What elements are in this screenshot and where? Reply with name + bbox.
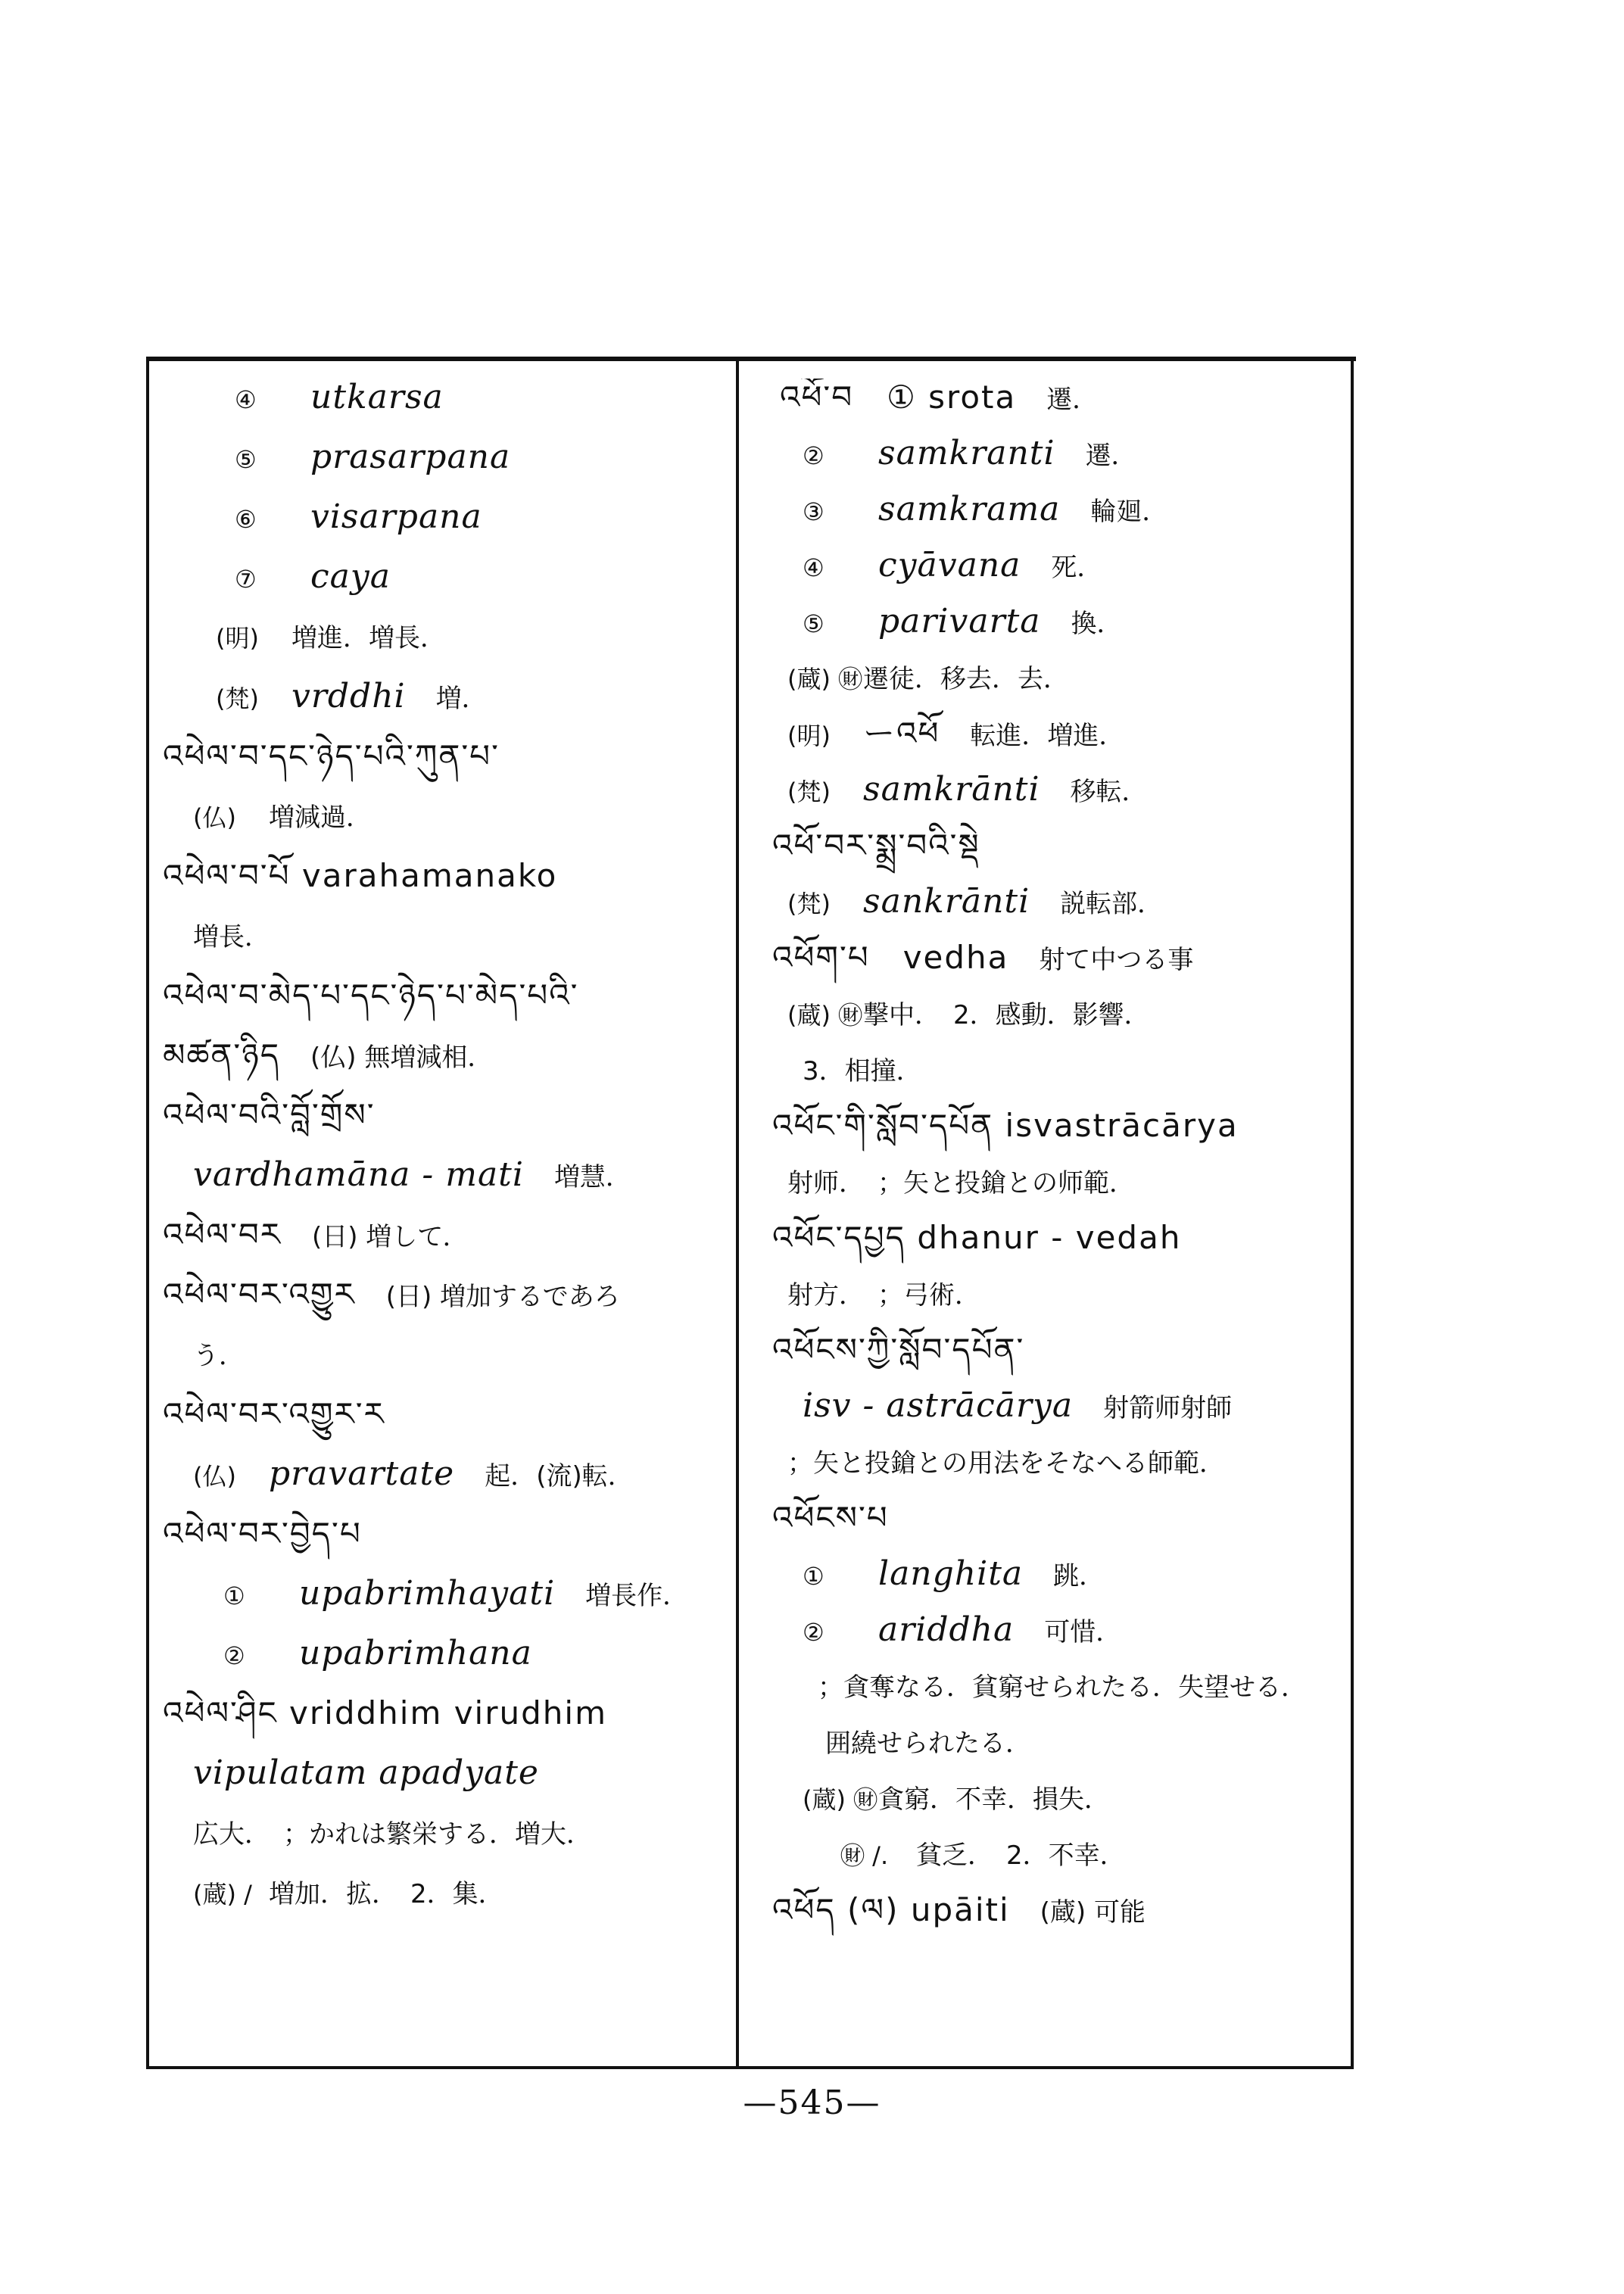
entry-line bbox=[803, 1611, 1152, 1651]
entry-gloss: 射师． ；矢と投鎗との师範． bbox=[787, 1168, 1135, 1198]
entry-gloss: 遷． bbox=[1085, 441, 1137, 471]
entry-mark: (蔵) / bbox=[193, 1880, 252, 1909]
entry-line bbox=[163, 1216, 499, 1256]
entry-gloss: ；矢と投鎗との用法をそなへる師範． bbox=[787, 1448, 1225, 1479]
entry-mark: ② bbox=[803, 441, 824, 470]
entry-gloss: う． bbox=[193, 1341, 245, 1371]
entry-gloss: 増長． bbox=[193, 922, 270, 952]
entry-text: འཕེལ་བའི་བློ་གྲོས་ bbox=[163, 1096, 376, 1133]
entry-text: vrddhi bbox=[291, 677, 406, 715]
entry-gloss: 貪窮．不幸．損失． bbox=[878, 1784, 1110, 1815]
entry-line bbox=[193, 917, 301, 956]
entry-text: pravartate bbox=[269, 1454, 455, 1493]
entry-gloss: 射箭师射師 bbox=[1103, 1393, 1233, 1423]
entry-mark: (明) bbox=[787, 722, 831, 750]
entry-mark: ② bbox=[803, 1618, 824, 1647]
left-column bbox=[163, 379, 727, 2059]
entry-mark: (梵) bbox=[216, 684, 259, 713]
entry-text: isv - astrācārya bbox=[803, 1386, 1074, 1425]
entry-line bbox=[235, 558, 421, 598]
entry-gloss: 遷徒．移去．去． bbox=[863, 664, 1069, 694]
entry-gloss: 転進．増進． bbox=[970, 721, 1125, 751]
entry-text: visarpana bbox=[310, 497, 482, 536]
entry-line bbox=[772, 827, 1011, 865]
entry-text: འཕོང་གི་སློབ་དཔོན isvastrācārya bbox=[772, 1107, 1239, 1144]
entry-text: འཕེལ་བ་པོ varahamanako bbox=[163, 857, 558, 894]
entry-text: caya bbox=[310, 557, 391, 596]
entry-text: འཕེལ་བར་འགྱུར bbox=[163, 1276, 356, 1313]
entry-line bbox=[193, 1754, 569, 1793]
entry-text: samkrama bbox=[878, 490, 1061, 528]
entry-line bbox=[163, 977, 609, 1015]
entry-mark: ④ bbox=[803, 553, 824, 582]
entry-line bbox=[163, 737, 530, 776]
right-column bbox=[757, 379, 1348, 2059]
entry-mark: ③ bbox=[803, 497, 824, 526]
entry-line bbox=[193, 1814, 622, 1853]
entry-line bbox=[216, 618, 476, 657]
entry-line bbox=[235, 379, 474, 419]
entry-text: མཚན་ཉིད bbox=[163, 1036, 281, 1074]
entry-line bbox=[818, 1667, 1337, 1706]
entry-line bbox=[772, 1891, 1176, 1931]
entry-gloss: 射て中つる事 bbox=[1039, 945, 1194, 975]
entry-line bbox=[193, 1874, 535, 1913]
entry-line bbox=[787, 1275, 1011, 1314]
entry-mark: (明) bbox=[216, 624, 259, 653]
entry-text: samkranti bbox=[878, 434, 1055, 472]
entry-text: འཕེལ་བར bbox=[163, 1216, 282, 1253]
entry-gloss: 輪廻． bbox=[1090, 497, 1168, 527]
entry-line bbox=[787, 659, 1099, 698]
entry-gloss: 増． bbox=[435, 684, 488, 714]
entry-line bbox=[787, 883, 1193, 923]
entry-line bbox=[787, 715, 1155, 755]
entry-line bbox=[163, 857, 588, 896]
entry-gloss: (日) 増加するであろ bbox=[385, 1282, 620, 1312]
entry-gloss: 増慧． bbox=[553, 1162, 631, 1192]
entry-gloss: 3．相撞． bbox=[803, 1056, 922, 1086]
entry-line bbox=[163, 1276, 650, 1316]
entry-text: འཕེལ་ཤིང vriddhim virudhim bbox=[163, 1694, 607, 1731]
entry-line bbox=[787, 771, 1178, 811]
entry-mark: ⑦ bbox=[235, 565, 257, 594]
entry-mark: (仏) bbox=[193, 803, 236, 832]
entry-mark: ① bbox=[223, 1582, 245, 1610]
entry-text: samkrānti bbox=[863, 770, 1040, 809]
entry-gloss: (仏) 無増減相． bbox=[310, 1043, 494, 1073]
entry-line bbox=[787, 1443, 1255, 1482]
entry-text: parivarta bbox=[878, 602, 1041, 641]
entry-mark: (蔵) ㊖ bbox=[787, 1001, 863, 1030]
page-number: —545— bbox=[743, 2084, 881, 2122]
entry-line bbox=[803, 547, 1133, 587]
entry-text: འཕེལ་བ་མེད་པ་དང་ཉེད་པ་མེད་པའི་ bbox=[163, 977, 579, 1014]
entry-gloss: 囲繞せられたる． bbox=[825, 1728, 1031, 1759]
entry-line bbox=[772, 939, 1223, 979]
entry-gloss: 貧乏． 2．不幸． bbox=[916, 1840, 1126, 1871]
entry-gloss: 広大． ；かれは繁栄する．増大． bbox=[193, 1819, 592, 1850]
entry-line bbox=[772, 1499, 919, 1538]
entry-text: ーའཕོ bbox=[863, 715, 940, 752]
entry-line bbox=[787, 1163, 1165, 1202]
entry-line bbox=[235, 438, 541, 478]
entry-line bbox=[803, 1051, 952, 1090]
entry-mark: ㊖ /. bbox=[840, 1841, 889, 1870]
entry-gloss: 遷． bbox=[1046, 385, 1099, 415]
entry-text: ariddha bbox=[878, 1610, 1015, 1649]
entry-line bbox=[787, 995, 1180, 1034]
entry-line bbox=[163, 1395, 416, 1434]
entry-mark: (蔵) ㊖ bbox=[787, 665, 863, 693]
entry-gloss: 移転． bbox=[1070, 777, 1148, 807]
entry-text: འཕེལ་བར་འགྱུར་ར bbox=[163, 1395, 385, 1432]
entry-line bbox=[803, 491, 1198, 531]
entry-line bbox=[193, 797, 402, 837]
column-divider bbox=[736, 357, 739, 2069]
entry-line bbox=[163, 1515, 392, 1554]
entry-line bbox=[193, 1336, 275, 1375]
entry-mark: ④ bbox=[235, 385, 257, 414]
entry-text: prasarpana bbox=[310, 438, 511, 476]
entry-line bbox=[803, 1387, 1262, 1427]
entry-gloss: 増長作． bbox=[585, 1581, 689, 1611]
entry-gloss: 増減過． bbox=[269, 803, 372, 833]
entry-mark: ⑤ bbox=[803, 609, 824, 638]
entry-gloss: 説転部． bbox=[1060, 889, 1164, 919]
entry-gloss: 換． bbox=[1071, 609, 1123, 639]
entry-text: འཕེལ་བ་དང་ཉེད་པའི་ཀུན་པ་ bbox=[163, 737, 500, 775]
entry-text: utkarsa bbox=[310, 379, 444, 416]
entry-gloss: ；貪奪なる．貧窮せられたる．失望せる． bbox=[818, 1672, 1307, 1703]
entry-line bbox=[163, 1694, 637, 1733]
entry-mark: (蔵) ㊖ bbox=[803, 1785, 878, 1814]
entry-gloss: (日) 増して． bbox=[311, 1222, 469, 1252]
entry-gloss: 死． bbox=[1051, 553, 1103, 583]
entry-line bbox=[223, 1575, 718, 1615]
entry-line bbox=[780, 379, 1128, 419]
entry-text: འཕོག་པ vedha bbox=[772, 939, 1009, 976]
entry-text: cyāvana bbox=[878, 546, 1021, 584]
entry-line bbox=[223, 1635, 563, 1675]
entry-text: upabrimhayati bbox=[299, 1574, 556, 1613]
entry-text: འཕོ་བར་སྨྲ་བའི་སྡེ bbox=[772, 827, 980, 864]
entry-text: འཕོངས་པ bbox=[772, 1499, 889, 1536]
entry-line bbox=[216, 678, 518, 718]
entry-line bbox=[163, 1036, 523, 1077]
entry-line bbox=[803, 1555, 1135, 1595]
entry-text: འཕེལ་བར་བྱེད་པ bbox=[163, 1515, 362, 1552]
entry-line bbox=[803, 1779, 1140, 1819]
entry-gloss: 増進．増長． bbox=[291, 623, 446, 653]
entry-line bbox=[803, 603, 1153, 643]
entry-text: sankrānti bbox=[863, 882, 1030, 921]
entry-text: langhita bbox=[878, 1554, 1024, 1593]
entry-mark: (梵) bbox=[787, 778, 831, 806]
entry-line bbox=[772, 1331, 1055, 1370]
entry-text: vipulatam apadyate bbox=[193, 1753, 539, 1792]
entry-gloss: 撃中． 2．感動．影響． bbox=[863, 1000, 1150, 1030]
entry-gloss: 跳． bbox=[1053, 1561, 1105, 1591]
entry-line bbox=[235, 498, 513, 538]
entry-gloss: (蔵) 可能 bbox=[1040, 1897, 1146, 1928]
entry-line bbox=[840, 1835, 1156, 1875]
entry-gloss: 射方． ；弓術． bbox=[787, 1280, 980, 1311]
entry-line bbox=[772, 1219, 1211, 1258]
entry-text: འཕོངས་ཀྱི་སློབ་དཔོན་ bbox=[772, 1331, 1025, 1368]
entry-line bbox=[163, 1096, 406, 1135]
entry-line bbox=[803, 435, 1167, 475]
entry-mark: ② bbox=[223, 1641, 245, 1670]
entry-line bbox=[193, 1455, 664, 1495]
entry-text: འཕོད (ལ) upāiti bbox=[772, 1891, 1010, 1928]
entry-mark: ① bbox=[803, 1562, 824, 1591]
entry-gloss: 起．(流)転． bbox=[485, 1461, 634, 1491]
entry-text: འཕོ་བ ① srota bbox=[780, 379, 1017, 416]
entry-mark: (仏) bbox=[193, 1462, 236, 1491]
entry-line bbox=[193, 1156, 662, 1196]
entry-text: vardhamāna - mati bbox=[193, 1155, 524, 1194]
entry-mark: ⑤ bbox=[235, 445, 257, 474]
entry-mark: (梵) bbox=[787, 890, 831, 918]
entry-mark: ⑥ bbox=[235, 505, 257, 534]
entry-text: འཕོང་དཔྱད dhanur - vedah bbox=[772, 1219, 1182, 1256]
entry-gloss: 増加．拡． 2．集． bbox=[269, 1879, 504, 1909]
entry-line bbox=[825, 1723, 1061, 1763]
entry-gloss: 可惜． bbox=[1044, 1617, 1122, 1647]
entry-text: upabrimhana bbox=[299, 1634, 532, 1672]
entry-line bbox=[772, 1107, 1269, 1145]
